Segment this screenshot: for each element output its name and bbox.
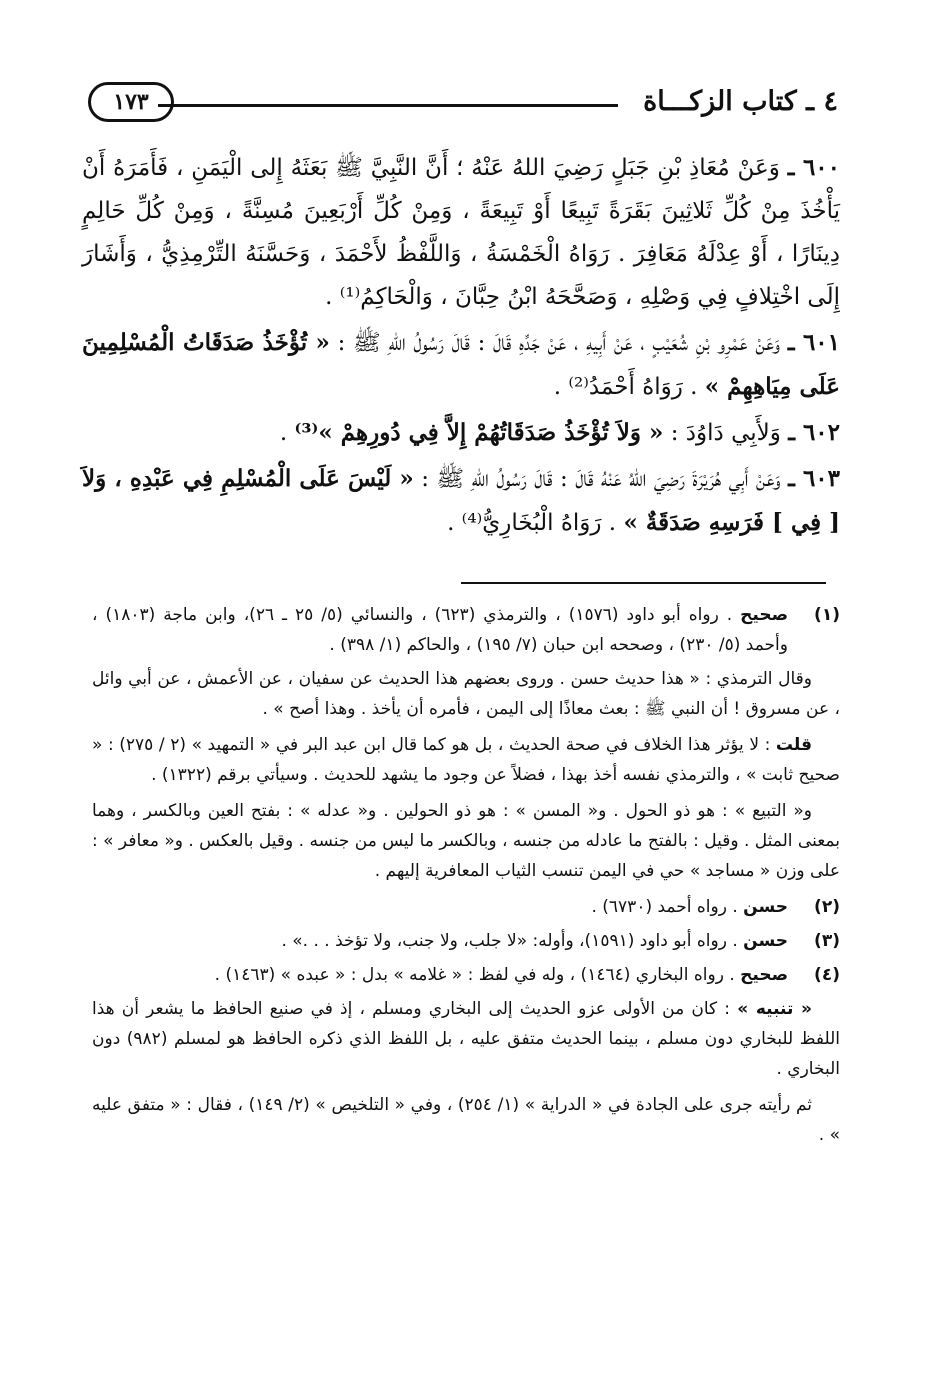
paragraph-body: و« التبيع » : هو ذو الحول . و« المسن » : هو ذو الحولين . و« عدله » : بفتح العين وبالكسر ، وهما بمعنى المثل . وقيل : بالفتح ما عادله من جنسه ، وبالكسر ما ليس من جنسه . وقيل بالعكس . و« معافر » : على وزن « مساجد » حي في اليمن تنسب الثياب المعافرية إليهم . <box>92 801 840 881</box>
footnote-body: . رواه أبو داود (١٥٧٦) ، والترمذي (٦٢٣) ، والنسائي (٥/ ٢٥ ـ ٢٦)، وابن ماجة (١٨٠٣) ، وأحمد (٥/ ٢٣٠) ، وصححه ابن حبان (٧/ ١٩٥) ، والحاكم (١/ ٣٩٨) . <box>92 605 788 655</box>
hadith-body: وَلأَبِي دَاوُدَ : <box>670 420 781 446</box>
footnote-paragraph <box>92 994 840 1084</box>
hadith-text <box>82 146 840 547</box>
footnote-number: (١) <box>814 605 840 625</box>
footnote-text <box>215 965 788 985</box>
footnote-paragraph <box>92 664 840 724</box>
hadith-source: . رَوَاهُ أَحْمَدُ⁽²⁾ . <box>553 374 698 400</box>
hadith-number: ٦٠٣ ـ <box>788 465 841 492</box>
footnote-grade: حسن <box>743 897 788 917</box>
page-number: ١٧٣ <box>88 82 174 122</box>
footnote-body: . رواه البخاري (١٤٦٤) ، وله في لفظ : « غلامه » بدل : « عبده » (١٤٦٣) . <box>214 965 735 985</box>
footnote-body: . رواه أحمد (٦٧٣٠) . <box>591 897 738 917</box>
paragraph-body: : كان من الأولى عزو الحديث إلى البخاري ومسلم ، إذ في صنيع الحافظ ما يشعر أن هذا اللفظ للبخاري دون مسلم ، بينما الحديث متفق عليه ، بل اللفظ الذي ذكره الحافظ هو لمسلم (٩٨٢) دون البخاري . <box>92 999 840 1079</box>
chapter-title: ٤ ـ كتاب الزكـــاة <box>643 86 838 117</box>
hadith-body: وَعَنْ أَبِي هُرَيْرَةَ رَضِيَ اللهُ عَنْهُ قَالَ : قَالَ رَسُولُ اللهِ ﷺ : <box>421 466 781 492</box>
footnote-paragraph <box>92 796 840 886</box>
hadith-body: وَعَنْ عَمْرِو بْنِ شُعَيْبٍ ، عَنْ أَبِيهِ ، عَنْ جَدِّهِ قَالَ : قَالَ رَسُولُ اللهِ ﷺ : <box>337 330 781 356</box>
hadith-matn: « تُؤْخَذُ صَدَقَاتُ الْمُسْلِمِينَ عَلَى مِيَاهِهِمْ » <box>82 329 840 400</box>
paragraph-body: : لا يؤثر هذا الخلاف في صحة الحديث ، بل هو كما قال ابن عبد البر في « التمهيد » (٢ / ٢٧٥) : « صحيح ثابت » ، والترمذي نفسه أخذ بهذا ، فضلاً عن وجود ما يشهد للحديث . وسيأتي برقم (١٣٢٢) . <box>92 735 840 785</box>
footnote-text <box>591 897 788 917</box>
footnote-text <box>92 605 788 655</box>
page-header <box>88 80 838 134</box>
footnote-grade: صحيح <box>740 605 789 625</box>
hadith-602 <box>82 411 840 455</box>
footnote-text <box>281 931 788 951</box>
footnote-separator <box>461 582 826 584</box>
footnote-3 <box>92 926 840 956</box>
hadith-matn: « لَيْسَ عَلَى الْمُسْلِمِ فِي عَبْدِهِ ، وَلاَ [ فِي ] فَرَسِهِ صَدَقَةٌ » <box>82 465 840 536</box>
footnote-number: (٢) <box>814 897 840 917</box>
paragraph-body: ثم رأيته جرى على الجادة في « الدراية » (١/ ٢٥٤) ، وفي « التلخيص » (٢/ ١٤٩) ، فقال : « متفق عليه » . <box>92 1095 840 1145</box>
footnote-1 <box>92 600 840 660</box>
footnote-grade: حسن <box>743 931 788 951</box>
hadith-matn: « وَلاَ تُؤْخَذُ صَدَقَاتُهُمْ إِلاَّ فِي دُورِهِمْ »⁽³⁾ <box>294 419 664 446</box>
hadith-600 <box>82 146 840 319</box>
footnote-paragraph <box>92 1090 840 1150</box>
footnote-grade: صحيح <box>740 965 788 985</box>
footnotes <box>92 600 840 1156</box>
footnote-number: (٣) <box>814 931 840 951</box>
hadith-source: . رَوَاهُ الْبُخَارِيُّ⁽⁴⁾ . <box>447 510 617 536</box>
hadith-number: ٦٠٢ ـ <box>788 419 840 446</box>
paragraph-lead: « تنبيه » <box>737 999 813 1019</box>
hadith-603 <box>82 457 840 545</box>
paragraph-lead: قلت <box>775 735 812 755</box>
footnote-paragraph <box>92 730 840 790</box>
hadith-601 <box>82 321 840 409</box>
footnote-body: . رواه أبو داود (١٥٩١)، وأوله: «لا جلب، ولا جنب، ولا تؤخذ . . .» . <box>281 931 738 951</box>
footnote-4 <box>92 960 840 990</box>
hadith-source: . <box>279 420 288 446</box>
paragraph-body: وقال الترمذي : « هذا حديث حسن . وروى بعضهم هذا الحديث عن سفيان ، عن الأعمش ، عن أبي وائل ، عن مسروق ! أن النبي ﷺ : بعث معاذًا إلى اليمن ، فأمره أن يأخذ . وهذا أصح » . <box>92 669 840 719</box>
hadith-number: ٦٠١ ـ <box>787 329 840 356</box>
footnote-2 <box>92 892 840 922</box>
footnote-number: (٤) <box>814 965 840 985</box>
hadith-number: ٦٠٠ ـ <box>787 154 841 181</box>
hadith-body: وَعَنْ مُعَاذِ بْنِ جَبَلٍ رَضِيَ اللهُ عَنْهُ ؛ أَنَّ النَّبِيَّ ﷺ بَعَثَهُ إِلى الْيَمَنِ ، فَأَمَرَهُ أَنْ يَأْخُذَ مِنْ كُلِّ ثَلاثِينَ بَقَرَةً تَبِيعًا أَوْ تَبِيعَةً ، وَمِنْ كُلِّ أَرْبَعِينَ مُسِنَّةً ، وَمِنْ كُلِّ حَالِمٍ دِينَارًا ، أَوْ عِدْلَهُ مَعَافِرَ . رَوَاهُ الْخَمْسَةُ ، وَاللَّفْظُ لأَحْمَدَ ، وَحَسَّنَهُ التِّرْمِذِيُّ ، وَأَشَارَ إِلَى اخْتِلافٍ فِي وَصْلِهِ ، وَصَحَّحَهُ ابْنُ حِبَّانَ ، وَالْحَاكِمُ⁽¹⁾ . <box>82 155 840 310</box>
header-rule <box>158 104 618 107</box>
